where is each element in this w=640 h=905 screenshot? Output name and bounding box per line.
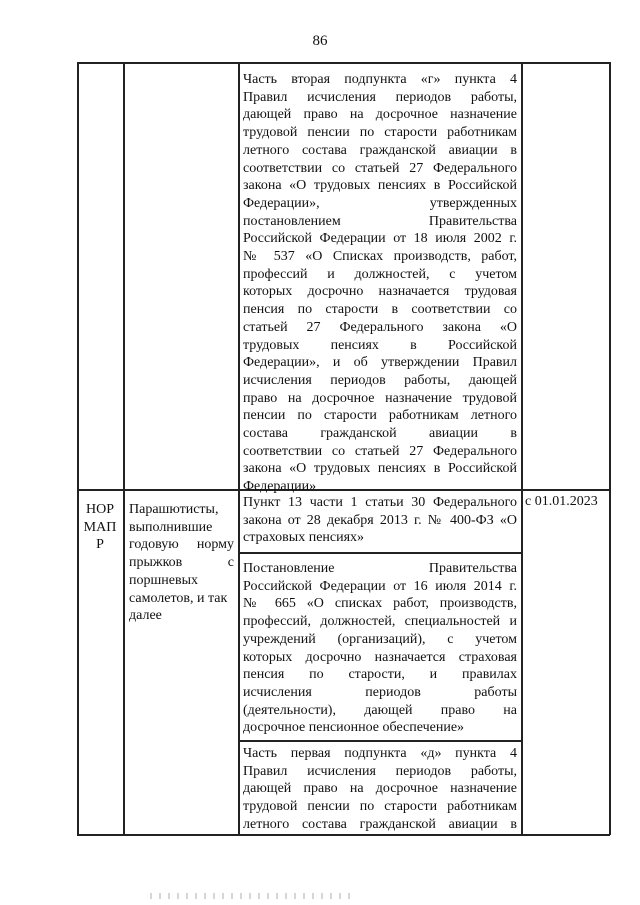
text-line: летного состава гражданской авиации в	[243, 816, 517, 832]
table-border-right	[609, 62, 611, 835]
text-line: летного состава гражданской авиации в	[243, 142, 517, 158]
table-border-bottom	[77, 834, 610, 836]
text-line: трудовой пенсии по старости работникам	[243, 125, 517, 141]
code-line: МАП	[83, 519, 117, 535]
text-line: состава гражданской авиации в	[243, 426, 517, 442]
text-line: пенсия по старости в соответствии со	[243, 302, 517, 318]
row2-description-cell	[129, 501, 234, 625]
column-divider-3	[521, 62, 523, 835]
text-line: Правил исчисления периодов работы,	[243, 763, 517, 779]
text-line: Российской Федерации от 16 июля 2014 г.	[243, 578, 517, 594]
row2-code-cell	[80, 501, 120, 554]
code-line: НОР	[85, 502, 114, 517]
text-line: право на досрочное назначение трудовой	[243, 390, 517, 406]
text-line: (деятельности), дающей право на	[243, 702, 517, 718]
text-line: трудовых пенсиях в Российской	[243, 337, 517, 353]
text-line: статьей 27 Федерального закона «О	[243, 319, 517, 335]
text-line: Постановление Правительства	[243, 561, 517, 576]
row1-basis-cell	[243, 71, 517, 496]
text-line: № 665 «О списках работ, производств,	[243, 596, 517, 612]
text-line: годовую норму	[129, 537, 234, 553]
text-line: самолетов, и так	[129, 590, 228, 606]
text-line: № 537 «О Списках производств, работ,	[243, 249, 517, 265]
text-line: которых досрочно назначается трудовая	[243, 284, 517, 300]
text-line: учреждений (организаций), с учетом	[243, 631, 517, 647]
text-line: Парашютисты,	[129, 502, 219, 517]
text-line: исчисления периодов работы, дающей	[243, 372, 517, 388]
text-line: Федерации»	[243, 479, 317, 495]
text-line: трудовой пенсии по старости работникам	[243, 799, 517, 815]
text-line: закона от 28 декабря 2013 г. № 400-ФЗ «О	[243, 512, 517, 528]
scan-artifact	[150, 893, 350, 899]
basis-divider-2	[238, 740, 522, 742]
text-line: далее	[129, 608, 162, 624]
text-line: дающей право на досрочное назначение	[243, 107, 517, 123]
code-line: Р	[96, 537, 104, 553]
text-line: поршневых	[129, 572, 198, 588]
text-line: соответствии со статьей 27 Федерального	[243, 443, 517, 459]
text-line: Пункт 13 части 1 статьи 30 Федерального	[243, 495, 517, 510]
text-line: Федерации», и об утверждении Правил	[243, 355, 517, 371]
text-line: закона «О трудовых пенсиях в Российской	[243, 461, 517, 477]
text-line: соответствии со статьей 27 Федерального	[243, 160, 517, 176]
text-line: Часть вторая подпункта «г» пункта 4	[243, 72, 517, 87]
page-number: 86	[312, 33, 328, 49]
text-line: Часть первая подпункта «д» пункта 4	[243, 746, 517, 761]
text-line: профессий, должностей, специальностей и	[243, 614, 517, 630]
row2-basis-block-1	[243, 494, 517, 547]
text-line: Российской Федерации от 18 июля 2002 г.	[243, 231, 517, 247]
text-line: выполнившие	[129, 519, 213, 535]
table-border-left	[77, 62, 79, 835]
text-line: досрочное пенсионное обеспечение»	[243, 720, 465, 736]
text-line: которых досрочно назначается страховая	[243, 649, 517, 665]
row2-date: с 01.01.2023	[525, 494, 598, 509]
row2-basis-block-3	[243, 745, 517, 834]
text-line: страховых пенсиях»	[243, 530, 365, 546]
text-line: закона «О трудовых пенсиях в Российской	[243, 178, 517, 194]
text-line: дающей право на досрочное назначение	[243, 781, 517, 797]
text-line: исчисления периодов работы	[243, 684, 517, 700]
table-border-top	[77, 62, 610, 64]
column-divider-2	[238, 62, 240, 835]
row2-basis-block-2	[243, 560, 517, 737]
text-line: постановлением Правительства	[243, 213, 517, 229]
text-line: Правил исчисления периодов работы,	[243, 89, 517, 105]
text-line: пенсия по старости, и правилах	[243, 667, 517, 683]
basis-divider-1	[238, 552, 522, 554]
text-line: пенсии по старости работникам летного	[243, 408, 517, 424]
text-line: прыжков с	[129, 555, 234, 571]
text-line: профессий и должностей, с учетом	[243, 266, 517, 282]
column-divider-1	[123, 62, 125, 835]
text-line: Федерации», утвержденных	[243, 195, 517, 211]
